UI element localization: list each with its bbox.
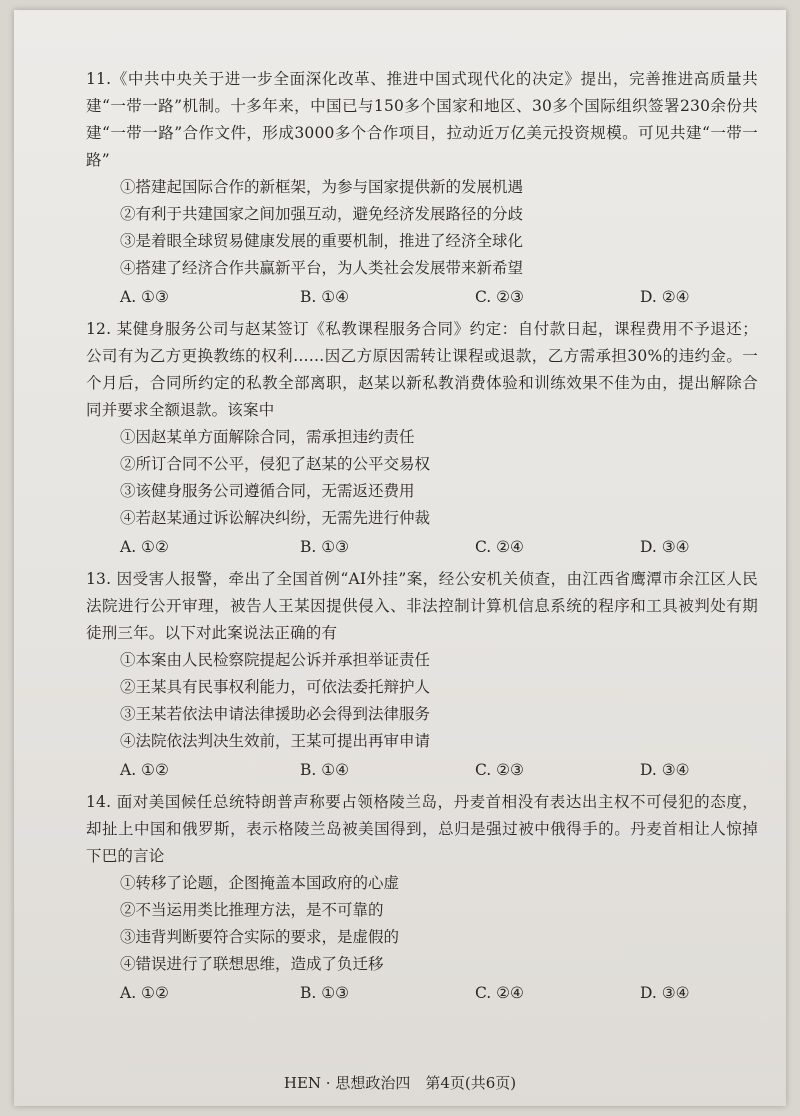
question-stem: 12. 某健身服务公司与赵某签订《私教课程服务合同》约定：自付款日起，课程费用不予退还；公司有为乙方更换教练的权利……因乙方原因需转让课程或退款，乙方需承担30%的违约金。一个月后，合同所约定的私教全部离职，赵某以新私教消费体验和训练效果不佳为由，提出解除合同并要求全额退款。该案中 — [86, 320, 758, 419]
question-14 — [86, 789, 758, 1008]
statement: ③是着眼全球贸易健康发展的重要机制，推进了经济全球化 — [120, 232, 524, 250]
choice-b: B. ①③ — [300, 984, 350, 1002]
statement: ②所订合同不公平，侵犯了赵某的公平交易权 — [120, 455, 431, 473]
choice-b: B. ①③ — [300, 538, 350, 556]
answer-choices — [120, 755, 758, 785]
choice-a: A. ①② — [120, 984, 169, 1002]
choice-c: C. ②③ — [475, 288, 524, 306]
choice-c: C. ②③ — [475, 761, 524, 779]
choice-c: C. ②④ — [475, 984, 524, 1002]
choice-d: D. ③④ — [640, 538, 690, 556]
question-stem: 11.《中共中央关于进一步全面深化改革、推进中国式现代化的决定》提出，完善推进高质量共建“一带一路”机制。十多年来，中国已与150多个国家和地区、30多个国际组织签署230余份共建“一带一路”合作文件，形成3000多个合作项目，拉动近万亿美元投资规模。可见共建“一带一路” — [86, 70, 758, 169]
statement: ①因赵某单方面解除合同，需承担违约责任 — [120, 428, 415, 446]
exam-page — [14, 10, 786, 1106]
statement: ④错误进行了联想思维，造成了负迁移 — [120, 955, 384, 973]
choice-b: B. ①④ — [300, 761, 350, 779]
statement: ①搭建起国际合作的新框架，为参与国家提供新的发展机遇 — [120, 178, 524, 196]
choice-b: B. ①④ — [300, 288, 350, 306]
statement: ①转移了论题，企图掩盖本国政府的心虚 — [120, 874, 400, 892]
choice-d: D. ③④ — [640, 761, 690, 779]
choice-c: C. ②④ — [475, 538, 524, 556]
statement: ②王某具有民事权利能力，可依法委托辩护人 — [120, 678, 431, 696]
questions-area — [86, 66, 758, 1012]
choice-a: A. ①② — [120, 538, 169, 556]
statement: ①本案由人民检察院提起公诉并承担举证责任 — [120, 651, 431, 669]
statement: ④法院依法判决生效前，王某可提出再审申请 — [120, 732, 431, 750]
statement: ②不当运用类比推理方法，是不可靠的 — [120, 901, 384, 919]
choice-d: D. ③④ — [640, 984, 690, 1002]
question-stem: 13. 因受害人报警，牵出了全国首例“AI外挂”案，经公安机关侦查，由江西省鹰潭市余江区人民法院进行公开审理，被告人王某因提供侵入、非法控制计算机信息系统的程序和工具被判处有期徒刑三年。以下对此案说法正确的有 — [86, 570, 758, 642]
question-stem: 14. 面对美国候任总统特朗普声称要占领格陵兰岛，丹麦首相没有表达出主权不可侵犯的态度，却扯上中国和俄罗斯，表示格陵兰岛被美国得到，总归是强过被中俄得手的。丹麦首相让人惊掉下巴的言论 — [86, 793, 758, 865]
question-11 — [86, 66, 758, 312]
statement: ②有利于共建国家之间加强互动，避免经济发展路径的分歧 — [120, 205, 524, 223]
answer-choices — [120, 282, 758, 312]
answer-choices — [120, 978, 758, 1008]
answer-choices — [120, 532, 758, 562]
question-12 — [86, 316, 758, 562]
statement: ③该健身服务公司遵循合同，无需返还费用 — [120, 482, 415, 500]
statement: ③违背判断要符合实际的要求，是虚假的 — [120, 928, 400, 946]
page-footer: HEN · 思想政治四 第4页(共6页) — [283, 1074, 517, 1092]
choice-a: A. ①③ — [120, 288, 169, 306]
choice-d: D. ②④ — [640, 288, 690, 306]
statement: ④搭建了经济合作共赢新平台，为人类社会发展带来新希望 — [120, 259, 524, 277]
statement: ④若赵某通过诉讼解决纠纷，无需先进行仲裁 — [120, 509, 431, 527]
statement: ③王某若依法申请法律援助必会得到法律服务 — [120, 705, 431, 723]
question-13 — [86, 566, 758, 785]
choice-a: A. ①② — [120, 761, 169, 779]
